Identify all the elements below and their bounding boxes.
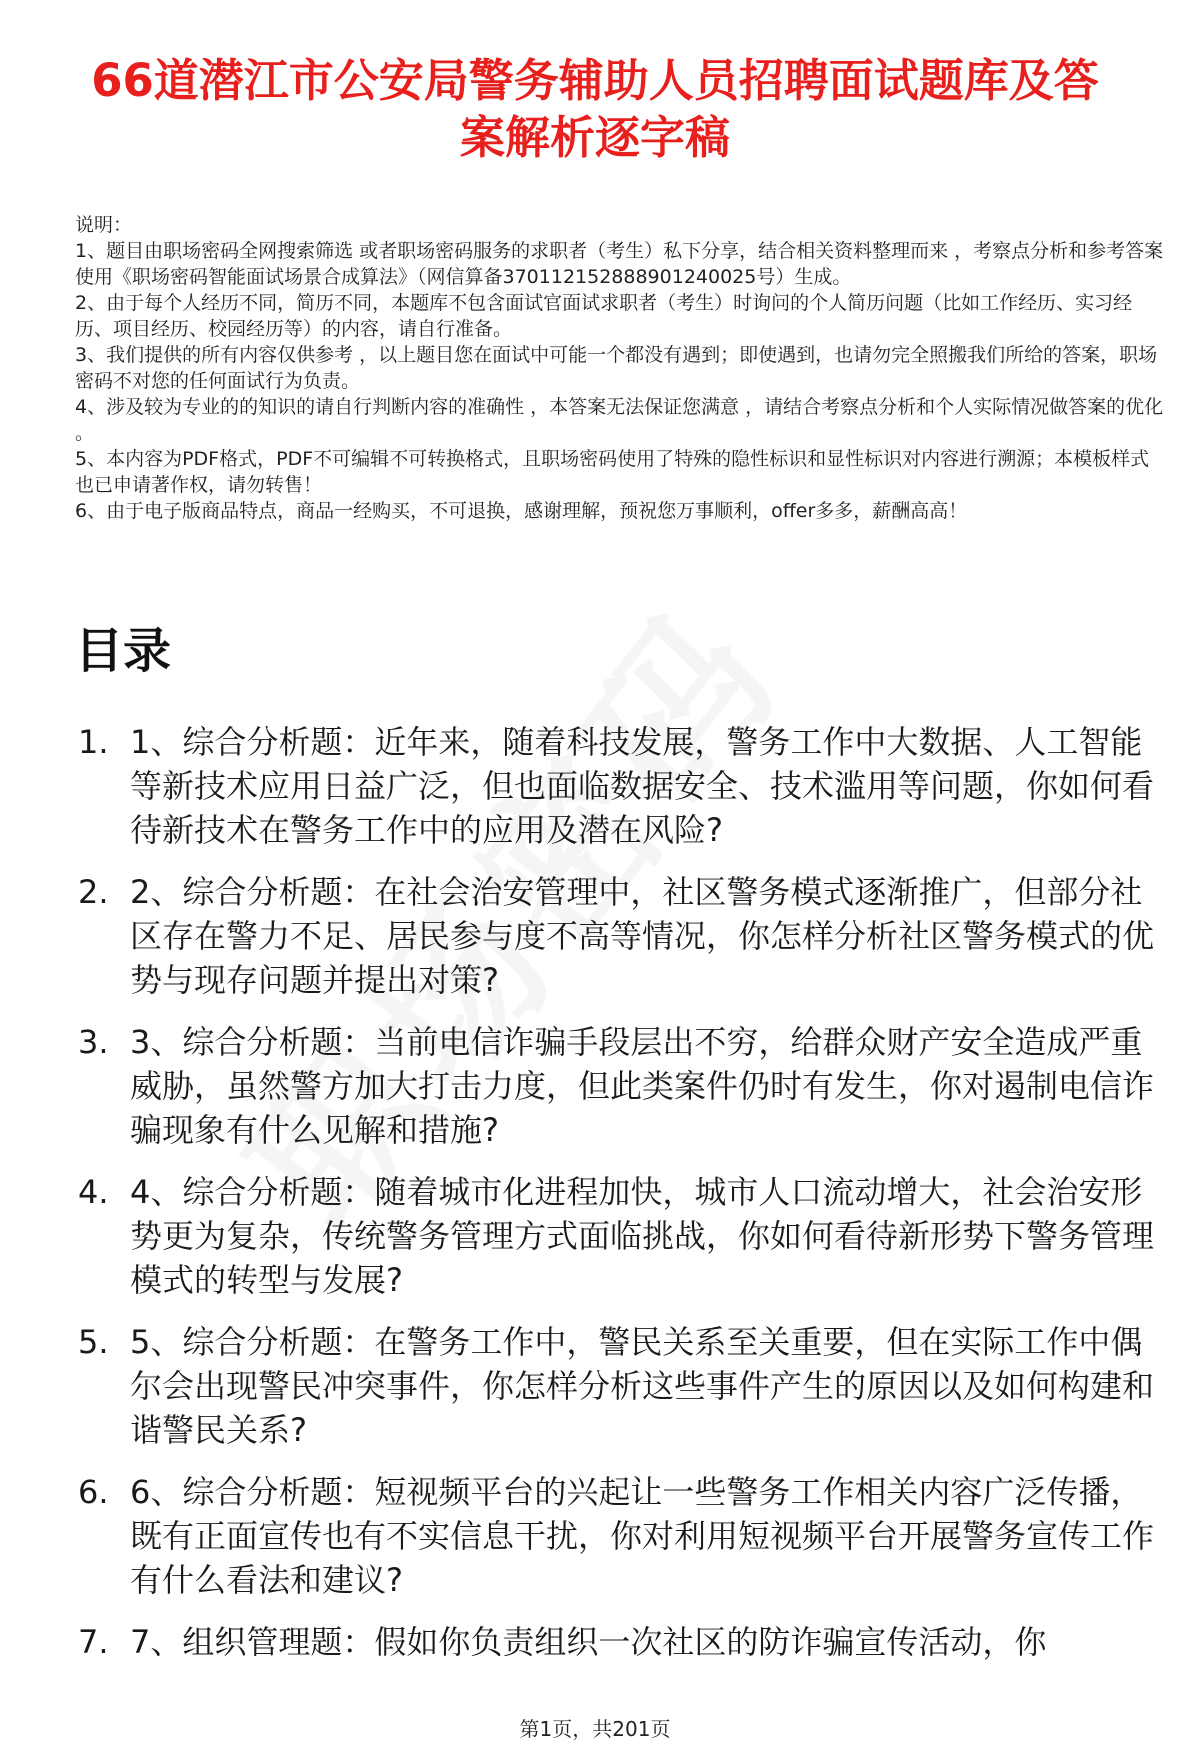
note-item: 2、由于每个人经历不同，简历不同，本题库不包含面试官面试求职者（考生）时询问的个人简历问题（比如工作经历、实习经历、项目经历、校园经历等）的内容，请自行准备。 <box>75 292 1133 340</box>
toc-item[interactable] <box>78 720 1168 852</box>
toc-item-number: 1. <box>78 723 109 761</box>
note-item: 6、由于电子版商品特点，商品一经购买，不可退换，感谢理解，预祝您万事顺利，offer多多，薪酬高高！ <box>75 500 968 522</box>
note-item: 1、题目由职场密码全网搜索筛选 或者职场密码服务的求职者（考生）私下分享，结合相关资料整理而来 ，考察点分析和参考答案使用《职场密码智能面试场景合成算法》（网信算备370112152888901240025号）生成。 <box>75 240 1164 288</box>
note-item: 5、本内容为PDF格式，PDF不可编辑不可转换格式，且职场密码使用了特殊的隐性标识和显性标识对内容进行溯源；本模板样式也已申请著作权，请勿转售！ <box>75 448 1150 496</box>
toc-item-text[interactable]: 5、综合分析题：在警务工作中，警民关系至关重要，但在实际工作中偶尔会出现警民冲突事件，你怎样分析这些事件产生的原因以及如何构建和谐警民关系? <box>130 1323 1155 1449</box>
toc-item[interactable] <box>78 1320 1168 1452</box>
note-item: 4、涉及较为专业的的知识的请自行判断内容的准确性 ，本答案无法保证您满意 ，请结合考察点分析和个人实际情况做答案的优化 。 <box>75 396 1164 444</box>
toc-list <box>78 720 1168 1682</box>
toc-item-number: 7. <box>78 1623 109 1661</box>
toc-item-number: 3. <box>78 1023 109 1061</box>
toc-item-number: 6. <box>78 1473 109 1511</box>
toc-item-text[interactable]: 2、综合分析题：在社会治安管理中，社区警务模式逐渐推广，但部分社区存在警力不足、居民参与度不高等情况，你怎样分析社区警务模式的优势与现存问题并提出对策? <box>130 873 1155 999</box>
toc-item-number: 2. <box>78 873 109 911</box>
toc-heading: 目录 <box>75 623 172 679</box>
page-footer: 第1页，共201页 <box>519 1717 671 1741</box>
toc-item[interactable] <box>78 870 1168 1002</box>
toc-item[interactable] <box>78 1020 1168 1152</box>
toc-item-text[interactable]: 1、综合分析题：近年来，随着科技发展，警务工作中大数据、人工智能等新技术应用日益广泛，但也面临数据安全、技术滥用等问题，你如何看待新技术在警务工作中的应用及潜在风险? <box>130 723 1155 849</box>
toc-item-text[interactable]: 3、综合分析题：当前电信诈骗手段层出不穷，给群众财产安全造成严重威胁，虽然警方加大打击力度，但此类案件仍时有发生，你对遏制电信诈骗现象有什么见解和措施? <box>130 1023 1155 1149</box>
notes-section <box>75 212 1165 524</box>
toc-item-text[interactable]: 6、综合分析题：短视频平台的兴起让一些警务工作相关内容广泛传播，既有正面宣传也有不实信息干扰，你对利用短视频平台开展警务宣传工作有什么看法和建议? <box>130 1473 1155 1599</box>
notes-heading: 说明： <box>75 214 133 236</box>
toc-item-text[interactable]: 7、组织管理题：假如你负责组织一次社区的防诈骗宣传活动，你 <box>130 1623 1047 1661</box>
document-title: 66道潜江市公安局警务辅助人员招聘面试题库及答案解析逐字稿 <box>91 54 1099 164</box>
toc-item-number: 5. <box>78 1323 109 1361</box>
toc-item-text[interactable]: 4、综合分析题：随着城市化进程加快，城市人口流动增大，社会治安形势更为复杂，传统警务管理方式面临挑战，你如何看待新形势下警务管理模式的转型与发展? <box>130 1173 1155 1299</box>
toc-item[interactable] <box>78 1620 1168 1664</box>
note-item: 3、我们提供的所有内容仅供参考 ，以上题目您在面试中可能一个都没有遇到；即使遇到，也请勿完全照搬我们所给的答案，职场密码不对您的任何面试行为负责。 <box>75 344 1158 392</box>
toc-item[interactable] <box>78 1170 1168 1302</box>
toc-item-number: 4. <box>78 1173 109 1211</box>
toc-item[interactable] <box>78 1470 1168 1602</box>
